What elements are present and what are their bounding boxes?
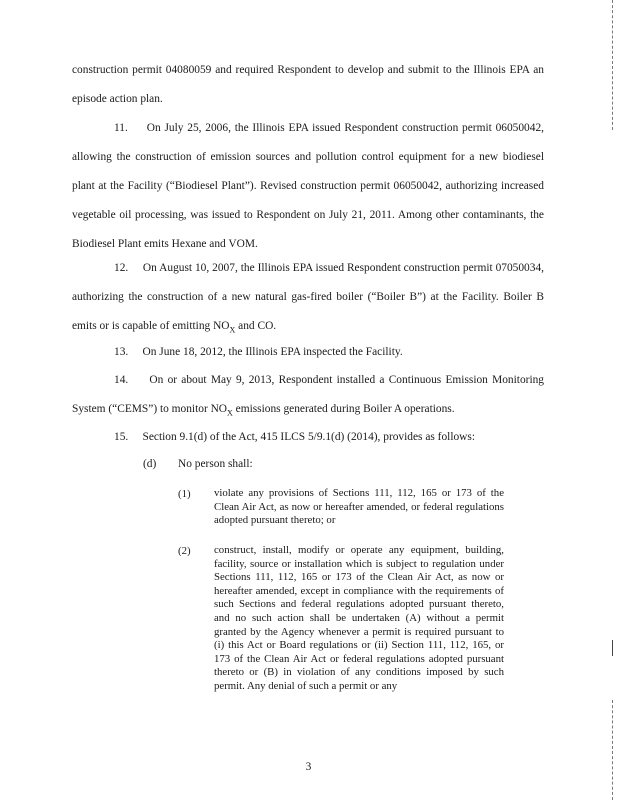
nox-subscript: X xyxy=(229,325,236,335)
subsection-d-text: No person shall: xyxy=(178,458,253,470)
item-2-text: construct, install, modify or operate any equipment, building, facility, source or installation which is subject to regulation under Sections 111, 112, 165 or 173 of the Clean Air Act, as now or hereafter amended, except in compliance with the requirements of such Sections and federal regulations adopted pursuant thereto, and no such action shall be undertaken (A) without a permit granted by the Agency whenever a permit is required pursuant to (i) this Act or Board regulations or (ii) Section 111, 112, 165, or 173 of the Clean Air Act or federal regulations adopted pursuant thereto or (B) in violation of any conditions imposed by such permit. Any denial of such a permit or any xyxy=(214,544,504,692)
page-number: 3 xyxy=(305,761,312,773)
paragraph-14-number: 14. xyxy=(114,374,129,386)
paragraph-14 xyxy=(72,366,544,427)
paragraph-12-text-end: and CO. xyxy=(235,320,277,332)
item-1-label: (1) xyxy=(178,488,191,500)
nox-subscript: X xyxy=(227,408,233,418)
scan-edge-line xyxy=(612,0,614,130)
paragraph-14-text: On or about May 9, 2013, Respondent installed a Continuous Emission Monitoring System (“CEMS”) to monitor NO xyxy=(72,374,544,415)
continued-paragraph-text: construction permit 04080059 and required Respondent to develop and submit to the Illinois EPA an episode action plan. xyxy=(72,64,544,105)
paragraph-15 xyxy=(72,423,544,452)
paragraph-13 xyxy=(72,338,544,367)
paragraph-15-text: Section 9.1(d) of the Act, 415 ILCS 5/9.1(d) (2014), provides as follows: xyxy=(142,431,475,443)
paragraph-11-text: On July 25, 2006, the Illinois EPA issued Respondent construction permit 06050042, allowing the construction of emission sources and pollution control equipment for a new biodiesel plant at the Facility (“Biodiesel Plant”). Revised construction permit 06050042, authorizing increased vegetable oil processing, was issued to Respondent on July 21, 2011. Among other contaminants, the Biodiesel Plant emits Hexane and VOM. xyxy=(72,122,544,250)
item-2-label: (2) xyxy=(178,545,191,557)
paragraph-15-number: 15. xyxy=(114,431,129,443)
scan-edge-line xyxy=(612,640,613,656)
paragraph-13-text: On June 18, 2012, the Illinois EPA inspected the Facility. xyxy=(142,346,403,358)
item-1-text: violate any provisions of Sections 111, 112, 165 or 173 of the Clean Air Act, as now or hereafter amended, or federal regulations adopted pursuant thereto; or xyxy=(214,487,504,527)
paragraph-12-number: 12. xyxy=(114,262,129,274)
paragraph-11 xyxy=(72,114,544,259)
paragraph-13-number: 13. xyxy=(114,346,129,358)
paragraph-12-text: On August 10, 2007, the Illinois EPA issued Respondent construction permit 07050034, authorizing the construction of a new natural gas-fired boiler (“Boiler B”) at the Facility. Boiler B emits or is capable of emitting NO xyxy=(72,262,544,332)
scan-edge-line xyxy=(612,700,614,800)
subsection-d-label: (d) xyxy=(143,458,157,470)
paragraph-11-number: 11. xyxy=(114,122,128,134)
paragraph-14-text-end: emissions generated during Boiler A operations. xyxy=(232,403,455,415)
continued-paragraph xyxy=(72,56,544,114)
paragraph-12 xyxy=(72,254,544,344)
